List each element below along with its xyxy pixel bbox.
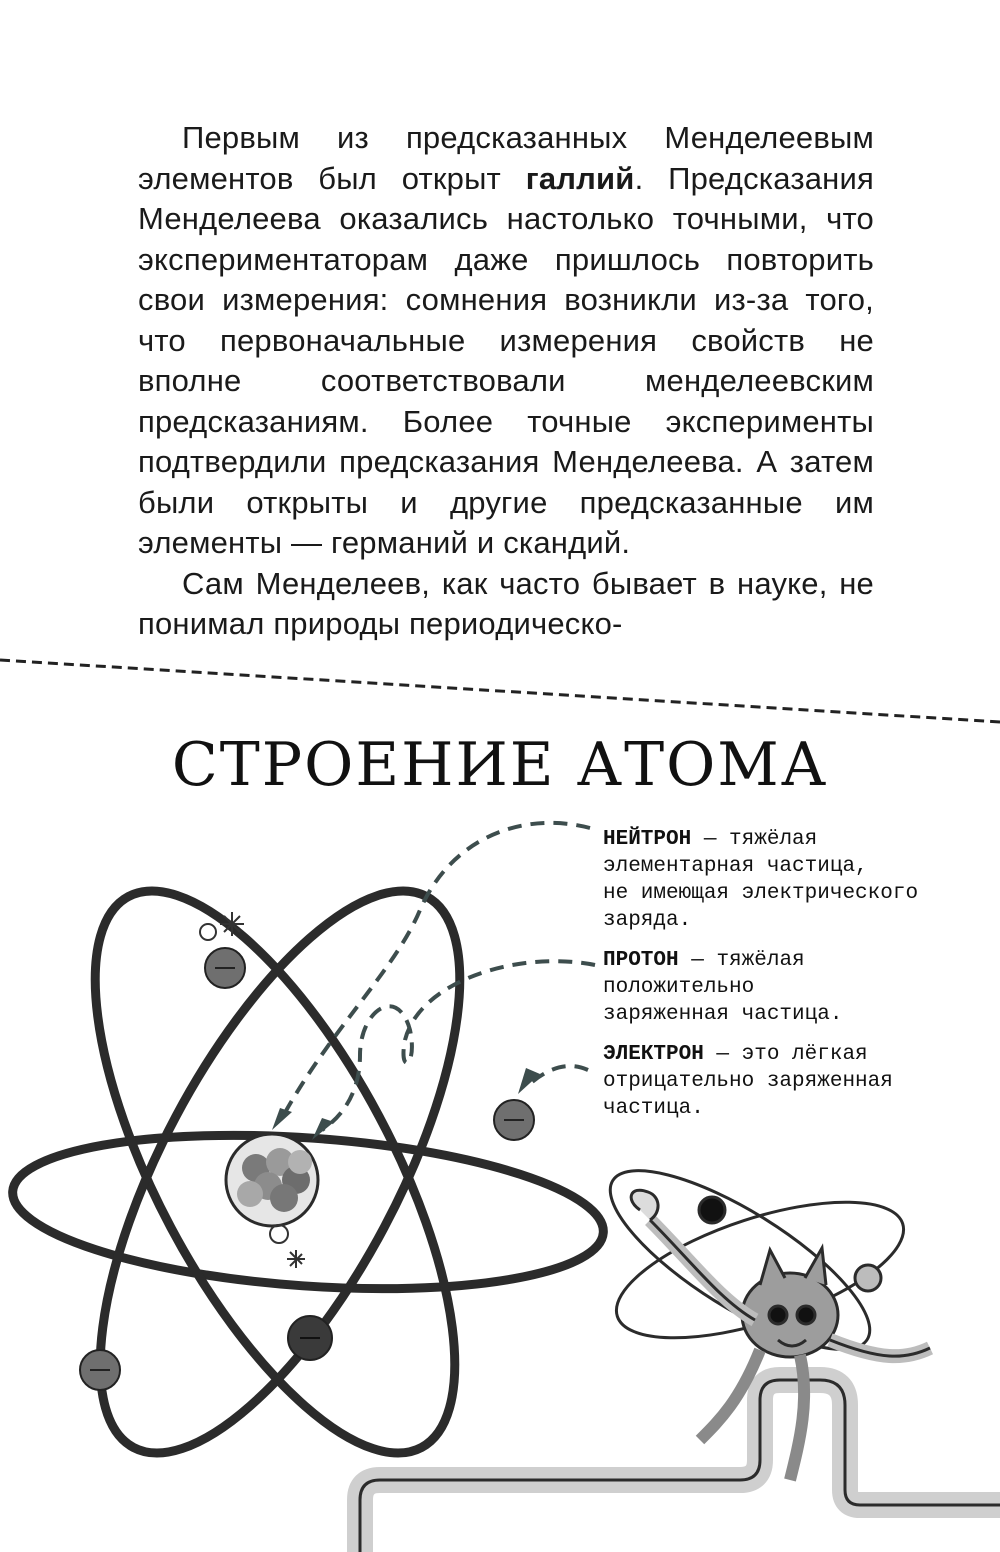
section-divider xyxy=(0,640,1000,730)
paragraph-1: Первым из предсказанных Менделеевым элементов был открыт галлий. Предсказания Менделеева оказались настолько точными, что экспериментаторам даже пришлось повторить свои измерения: сомнения возникли из-за того, что первоначальные измерения свойств не вполне соответствовали менделеевским предсказаниям. Более точные эксперименты подтвердили предсказания Менделеева. А затем были открыты и другие предсказанные им элементы — германий и скандий. xyxy=(138,120,875,560)
pipe xyxy=(360,1380,1000,1552)
definitions-panel xyxy=(603,826,963,1135)
definition-proton: ПРОТОН — тяжёлая положительно заряженная частица. xyxy=(603,949,843,1026)
character-electron-black xyxy=(699,1197,725,1223)
character-electron-gray xyxy=(855,1265,881,1291)
atom-nucleus xyxy=(226,1134,318,1226)
character-hand xyxy=(631,1190,658,1220)
definition-electron: ЭЛЕКТРОН — это лёгкая отрицательно заряженная частица. xyxy=(603,1043,893,1120)
body-text xyxy=(138,118,874,645)
orbit-horizontal xyxy=(8,1118,609,1307)
arrow-electron xyxy=(532,1066,588,1082)
section-title: СТРОЕНИЕ АТОМА xyxy=(171,730,829,800)
term-electron: ЭЛЕКТРОН xyxy=(603,1043,704,1066)
term-neutron: НЕЙТРОН xyxy=(603,828,692,851)
definition-neutron: НЕЙТРОН — тяжёлая элементарная частица, не имеющая электрического заряда. xyxy=(603,828,919,932)
term-proton: ПРОТОН xyxy=(603,949,679,972)
highlight-gallium: галлий xyxy=(525,160,635,196)
paragraph-2: Сам Менделеев, как часто бывает в науке, не понимал природы периодическо- xyxy=(138,565,874,641)
